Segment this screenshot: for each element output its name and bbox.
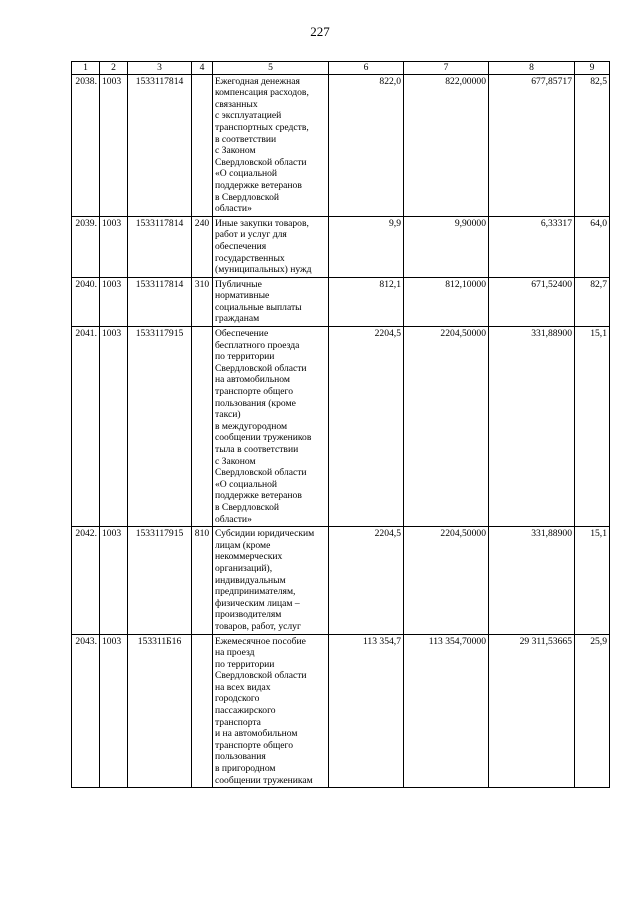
table-row <box>72 216 610 277</box>
description-line: государственных <box>215 252 285 264</box>
description-line: по территории <box>215 658 275 670</box>
description-line: городского <box>215 693 260 705</box>
value-cell-8: 6,33317 <box>489 216 575 277</box>
value-cell-9: 82,7 <box>575 277 610 326</box>
description-line: на проезд <box>215 647 255 659</box>
description-line: социальные выплаты <box>215 301 302 313</box>
description-cell <box>213 74 329 216</box>
description-line: в соответствии <box>215 133 277 145</box>
description-line: некоммерческих <box>215 551 283 563</box>
description-cell <box>213 527 329 634</box>
description-line: товаров, работ, услуг <box>215 620 301 632</box>
description-line: поддержке ветеранов <box>215 490 302 502</box>
description-line: нормативные <box>215 290 270 302</box>
description-line: на всех видах <box>215 681 271 693</box>
target-code-cell: 1533117915 <box>128 527 192 634</box>
value-cell-6: 9,9 <box>329 216 404 277</box>
table-row <box>72 327 610 527</box>
description-line: Ежемесячное пособие <box>215 635 306 647</box>
row-number-cell: 2041. <box>72 327 100 527</box>
description-line: в Свердловской <box>215 191 280 203</box>
description-line: в Свердловской <box>215 501 280 513</box>
description-line: обеспечения <box>215 240 267 252</box>
description-line: (муниципальных) нужд <box>215 264 312 276</box>
description-line: с Законом <box>215 455 256 467</box>
description-line: транспорте общего <box>215 386 294 398</box>
description-line: сообщении тружеников <box>215 432 312 444</box>
description-line: Свердловской области <box>215 670 307 682</box>
description-line: с эксплуатацией <box>215 110 282 122</box>
description-line: Ежегодная денежная <box>215 75 300 87</box>
value-cell-6: 113 354,7 <box>329 634 404 788</box>
column-header: 4 <box>192 62 213 75</box>
value-cell-9: 15,1 <box>575 327 610 527</box>
target-code-cell: 153311Б16 <box>128 634 192 788</box>
description-line: «О социальной <box>215 478 278 490</box>
value-cell-7: 812,10000 <box>404 277 489 326</box>
expense-type-cell <box>192 327 213 527</box>
description-line: Иные закупки товаров, <box>215 217 309 229</box>
description-line: области» <box>215 513 252 525</box>
value-cell-7: 822,00000 <box>404 74 489 216</box>
description-line: Субсидии юридическим <box>215 528 315 540</box>
description-line: Свердловской области <box>215 156 307 168</box>
column-header: 9 <box>575 62 610 75</box>
value-cell-8: 331,88900 <box>489 527 575 634</box>
description-cell <box>213 277 329 326</box>
description-line: транспортных средств, <box>215 121 309 133</box>
value-cell-8: 671,52400 <box>489 277 575 326</box>
description-line: области» <box>215 203 252 215</box>
column-header: 5 <box>213 62 329 75</box>
description-line: такси) <box>215 409 241 421</box>
column-header: 8 <box>489 62 575 75</box>
description-line: в междугородном <box>215 420 288 432</box>
value-cell-7: 2204,50000 <box>404 527 489 634</box>
value-cell-8: 29 311,53665 <box>489 634 575 788</box>
table-row <box>72 634 610 788</box>
column-header: 2 <box>100 62 128 75</box>
description-line: пользования (кроме <box>215 397 296 409</box>
value-cell-8: 331,88900 <box>489 327 575 527</box>
column-number-row <box>72 62 610 75</box>
description-line: организаций), <box>215 562 273 574</box>
section-code-cell: 1003 <box>100 277 128 326</box>
description-line: «О социальной <box>215 168 278 180</box>
expense-type-cell: 240 <box>192 216 213 277</box>
target-code-cell: 1533117814 <box>128 74 192 216</box>
value-cell-8: 677,85717 <box>489 74 575 216</box>
description-line: по территории <box>215 351 275 363</box>
description-line: лицам (кроме <box>215 539 271 551</box>
description-line: транспорта <box>215 716 261 728</box>
description-line: сообщении труженикам <box>215 774 313 786</box>
description-line: транспорте общего <box>215 739 294 751</box>
value-cell-6: 822,0 <box>329 74 404 216</box>
value-cell-9: 15,1 <box>575 527 610 634</box>
budget-table <box>71 61 610 788</box>
description-line: пассажирского <box>215 705 276 717</box>
page-number: 227 <box>310 24 330 39</box>
column-header: 6 <box>329 62 404 75</box>
expense-type-cell: 810 <box>192 527 213 634</box>
value-cell-6: 2204,5 <box>329 327 404 527</box>
description-line: с Законом <box>215 145 256 157</box>
value-cell-7: 2204,50000 <box>404 327 489 527</box>
description-line: на автомобильном <box>215 374 290 386</box>
section-code-cell: 1003 <box>100 216 128 277</box>
value-cell-9: 25,9 <box>575 634 610 788</box>
description-line: в пригородном <box>215 763 276 775</box>
value-cell-9: 64,0 <box>575 216 610 277</box>
table-body <box>72 74 610 788</box>
expense-type-cell <box>192 634 213 788</box>
description-line: Свердловской области <box>215 467 307 479</box>
value-cell-7: 9,90000 <box>404 216 489 277</box>
target-code-cell: 1533117814 <box>128 277 192 326</box>
description-line: производителям <box>215 609 282 621</box>
description-line: пользования <box>215 751 266 763</box>
description-line: бесплатного проезда <box>215 339 300 351</box>
target-code-cell: 1533117915 <box>128 327 192 527</box>
description-line: физическим лицам – <box>215 597 300 609</box>
description-line: компенсация расходов, <box>215 87 309 99</box>
description-line: связанных <box>215 98 258 110</box>
row-number-cell: 2038. <box>72 74 100 216</box>
table-row <box>72 527 610 634</box>
section-code-cell: 1003 <box>100 327 128 527</box>
value-cell-6: 812,1 <box>329 277 404 326</box>
description-cell <box>213 327 329 527</box>
row-number-cell: 2043. <box>72 634 100 788</box>
column-header: 1 <box>72 62 100 75</box>
description-line: тыла в соответствии <box>215 444 299 455</box>
section-code-cell: 1003 <box>100 634 128 788</box>
description-line: Публичные <box>215 278 262 290</box>
description-line: и на автомобильном <box>215 728 298 740</box>
target-code-cell: 1533117814 <box>128 216 192 277</box>
value-cell-9: 82,5 <box>575 74 610 216</box>
description-line: Обеспечение <box>215 328 269 340</box>
value-cell-6: 2204,5 <box>329 527 404 634</box>
section-code-cell: 1003 <box>100 74 128 216</box>
description-cell <box>213 634 329 788</box>
description-line: предпринимателям, <box>215 586 296 598</box>
description-line: работ и услуг для <box>215 229 287 241</box>
column-header: 7 <box>404 62 489 75</box>
section-code-cell: 1003 <box>100 527 128 634</box>
expense-type-cell: 310 <box>192 277 213 326</box>
table-row <box>72 74 610 216</box>
expense-type-cell <box>192 74 213 216</box>
row-number-cell: 2042. <box>72 527 100 634</box>
description-line: Свердловской области <box>215 362 307 374</box>
row-number-cell: 2040. <box>72 277 100 326</box>
description-line: гражданам <box>215 313 260 325</box>
column-header: 3 <box>128 62 192 75</box>
description-cell <box>213 216 329 277</box>
description-line: поддержке ветеранов <box>215 179 302 191</box>
value-cell-7: 113 354,70000 <box>404 634 489 788</box>
table-row <box>72 277 610 326</box>
row-number-cell: 2039. <box>72 216 100 277</box>
description-line: индивидуальным <box>215 574 286 586</box>
